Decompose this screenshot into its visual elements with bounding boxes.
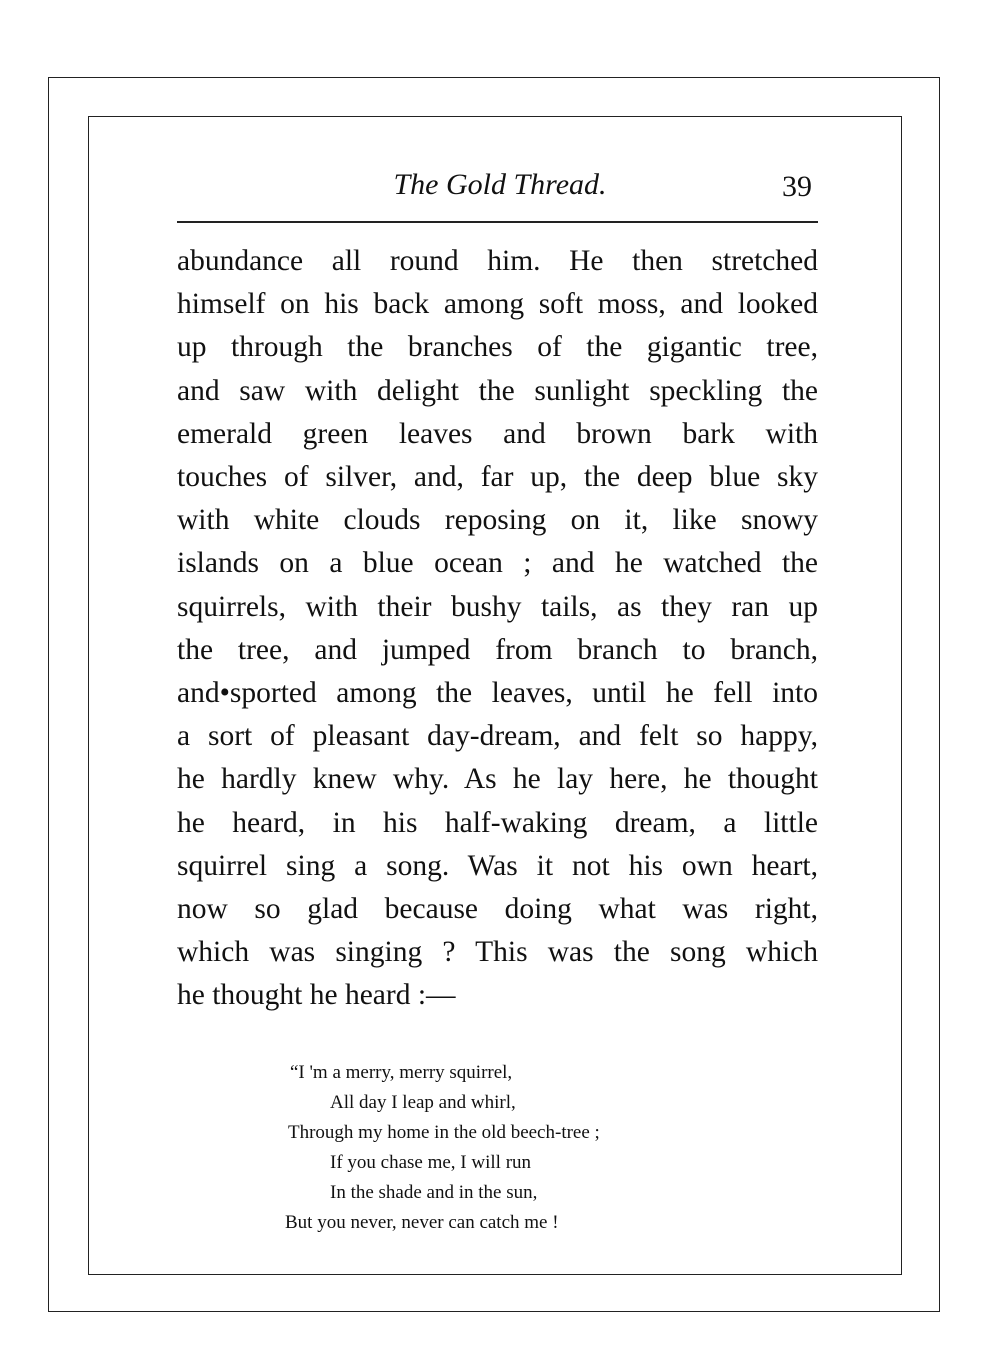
text-line: now so glad because doing what was right, — [177, 893, 818, 926]
text-line: emerald green leaves and brown bark with — [177, 417, 818, 450]
text-line: himself on his back among soft moss, and looked — [177, 288, 818, 321]
running-title: The Gold Thread. — [393, 168, 607, 201]
text-line: he hardly knew why. As he lay here, he thought — [177, 763, 818, 796]
text-line: and•sported among the leaves, until he fell into — [177, 677, 818, 710]
text-line: up through the branches of the gigantic tree, — [177, 331, 818, 364]
poem-line: “I 'm a merry, merry squirrel, — [290, 1062, 513, 1083]
poem-line: All day I leap and whirl, — [330, 1092, 516, 1113]
text-line: squirrels, with their bushy tails, as they ran up — [177, 590, 818, 623]
text-line: islands on a blue ocean ; and he watched the — [177, 547, 818, 580]
body-paragraph — [177, 240, 818, 1018]
poem-line: In the shade and in the sun, — [330, 1182, 538, 1203]
poem-line: Through my home in the old beech-tree ; — [288, 1122, 600, 1143]
text-line: he thought he heard :— — [177, 979, 456, 1012]
text-line: a sort of pleasant day-dream, and felt so happy, — [177, 720, 818, 753]
text-line: the tree, and jumped from branch to branch, — [177, 633, 818, 666]
text-line: squirrel sing a song. Was it not his own heart, — [177, 849, 818, 882]
text-line: with white clouds reposing on it, like snowy — [177, 504, 818, 537]
text-line: he heard, in his half-waking dream, a little — [177, 806, 818, 839]
poem-line: If you chase me, I will run — [330, 1152, 532, 1173]
text-line: and saw with delight the sunlight speckling the — [177, 374, 818, 407]
page-number: 39 — [782, 170, 812, 203]
text-line: which was singing ? This was the song which — [177, 936, 818, 969]
poem — [240, 1058, 740, 1238]
text-line: touches of silver, and, far up, the deep blue sky — [177, 461, 818, 494]
header-rule — [177, 221, 818, 223]
text-line: abundance all round him. He then stretched — [177, 245, 818, 277]
poem-line: But you never, never can catch me ! — [285, 1212, 559, 1233]
